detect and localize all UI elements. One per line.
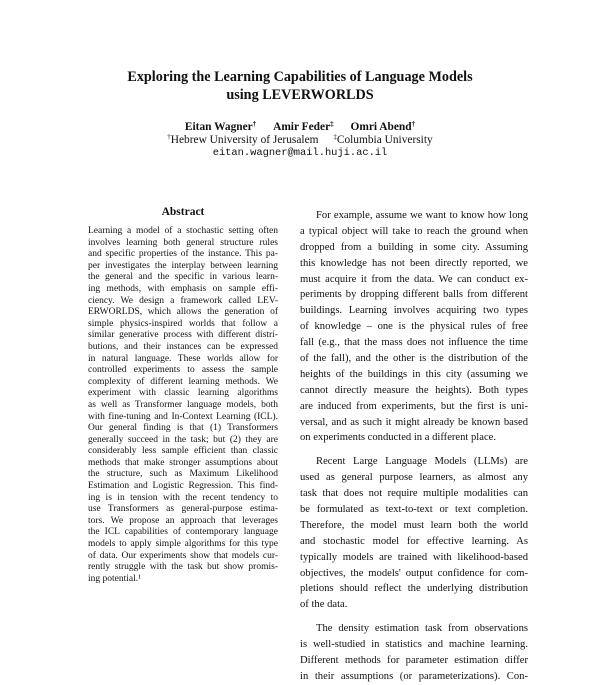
body-column	[300, 208, 528, 685]
abstract-line: the structure, such as Maximum Likelihood	[88, 469, 278, 480]
body-line: versal, and as such it might already be known based	[300, 416, 528, 428]
abstract-line: generally succeed in the task; but (2) they are	[88, 434, 278, 445]
body-line: periments by dropping different balls from different	[300, 289, 528, 301]
body-line: objectives, the models' output confidence for com-	[300, 567, 528, 579]
abstract-line: Learning a model of a stochastic setting often	[88, 226, 278, 236]
author-names	[0, 121, 600, 134]
author: Amir Feder‡	[273, 120, 334, 133]
affiliation: ‡Columbia University	[333, 133, 433, 146]
abstract-line: Our general finding is that (1) Transformers	[88, 423, 278, 434]
body-line: must acquire it from the data. We can conduct ex-	[300, 273, 528, 285]
body-line: are induced from experiments, but the first is uni-	[300, 400, 528, 412]
paragraph-gap	[300, 446, 528, 454]
body-line: typically models are trained with likelihood-based	[300, 551, 528, 563]
abstract-line: ing methods, with emphasis on sample effi-	[88, 283, 278, 294]
body-line: buildings. Learning involves acquiring two types	[300, 305, 528, 317]
body-line: Therefore, the model must learn both the world	[300, 519, 528, 531]
abstract-line: butions, and their instances can be expressed	[88, 341, 278, 352]
abstract-line: as well as Transformer language models, both	[88, 399, 278, 410]
body-line: is well-studied in statistics and machine learning.	[300, 639, 528, 651]
abstract-line: per investigates the interplay between learning	[88, 260, 278, 271]
abstract-line: the ICL capabilities of contemporary language	[88, 527, 278, 538]
abstract-line: Estimation and Logistic Regression. This find-	[88, 481, 278, 492]
body-line: a typical object will take to reach the ground when	[300, 225, 528, 237]
abstract-line: the general and the specific in various learn-	[88, 272, 278, 283]
paper-title	[0, 68, 600, 104]
abstract-line: simple physics-inspired worlds that follow a	[88, 318, 278, 329]
body-line: Different methods for parameter estimation differ	[300, 655, 528, 667]
body-line: The density estimation task from observations	[316, 623, 528, 635]
body-line: in their assumptions (or parameterizations). Con-	[300, 670, 528, 682]
body-paragraph	[300, 454, 528, 613]
author: Eitan Wagner†	[184, 120, 257, 133]
body-line: on experiments conducted in a different place.	[300, 432, 497, 444]
title-line-1: Exploring the Learning Capabilities of Language Models	[127, 69, 473, 85]
body-line: used as general purpose learners, as almost any	[300, 472, 528, 484]
abstract-line: rently struggle with the task but show promis-	[88, 562, 278, 573]
abstract-line: ing potential.¹	[88, 573, 141, 584]
body-line: pletions should reflect the underlying distribution	[300, 583, 528, 595]
abstract-line: ERWORLDS, which allows the generation of	[88, 307, 278, 318]
author-email[interactable]: eitan.wagner@mail.huji.ac.il	[212, 147, 388, 159]
body-paragraph	[300, 621, 528, 685]
body-line: this knowledge has not been directly reported, we	[300, 257, 528, 269]
body-line: heights of the buildings in this city (assuming we	[300, 368, 528, 380]
abstract-line: controlled experiments to assess the sample	[88, 365, 278, 376]
author: Omri Abend†	[350, 120, 416, 133]
abstract-line: ing is in tension with the recent tendency to	[88, 492, 278, 503]
body-line: of knowledge – one is the physical rules of free	[300, 321, 528, 333]
abstract-line: and specific properties of the instance. This pa-	[88, 249, 278, 260]
body-line: For example, assume we want to know how long	[316, 210, 528, 221]
body-line: fall (e.g., that the mass does not influence the time	[300, 337, 528, 349]
abstract-line: of data. Our experiments show that models cur-	[88, 550, 278, 561]
body-line: Recent Large Language Models (LLMs) are	[316, 456, 528, 468]
affiliation: †Hebrew University of Jerusalem	[167, 133, 319, 146]
abstract-line: similar generative process with different distri-	[88, 330, 278, 341]
abstract-line: experiment with classic learning algorithms	[88, 388, 278, 399]
body-line: cannot directly measure the heights). Both types	[300, 384, 528, 396]
abstract-body	[88, 226, 278, 585]
affiliations	[0, 134, 600, 147]
body-line: be formulated as text-to-text or text completion.	[300, 504, 528, 516]
body-paragraph	[300, 208, 528, 446]
abstract-line: tors. We propose an approach that leverages	[88, 515, 278, 526]
abstract-line: involves learning both general structure rules	[88, 237, 278, 248]
abstract-heading: Abstract	[161, 206, 205, 218]
abstract-line: considerably less sample efficient than classic	[88, 446, 278, 457]
body-line: dropped from a building in some city. Assuming	[300, 241, 528, 253]
abstract-line: complexity of different learning methods. We	[88, 376, 278, 387]
abstract-line: in natural language. These worlds allow for	[88, 353, 278, 364]
paragraph-gap	[300, 613, 528, 621]
abstract-line: models to apply simple algorithms for this type	[88, 539, 278, 550]
abstract-line: ciency. We design a framework called LEV-	[88, 295, 278, 306]
body-line: and stochastic model for effective learning. As	[300, 535, 528, 547]
body-line: task that does not require multiple modalities can	[300, 488, 528, 500]
body-line: of the fall), and the other is the distribution of the	[300, 353, 528, 365]
body-line: of the data.	[300, 599, 348, 611]
title-line-2: using LEVERWORLDS	[226, 87, 374, 103]
abstract-line: use Transformers as general-purpose estima-	[88, 504, 278, 515]
author-block	[0, 121, 600, 160]
abstract-line: with fine-tuning and In-Context Learning (ICL).	[88, 411, 278, 422]
abstract-line: methods that make stronger assumptions about	[88, 457, 278, 468]
